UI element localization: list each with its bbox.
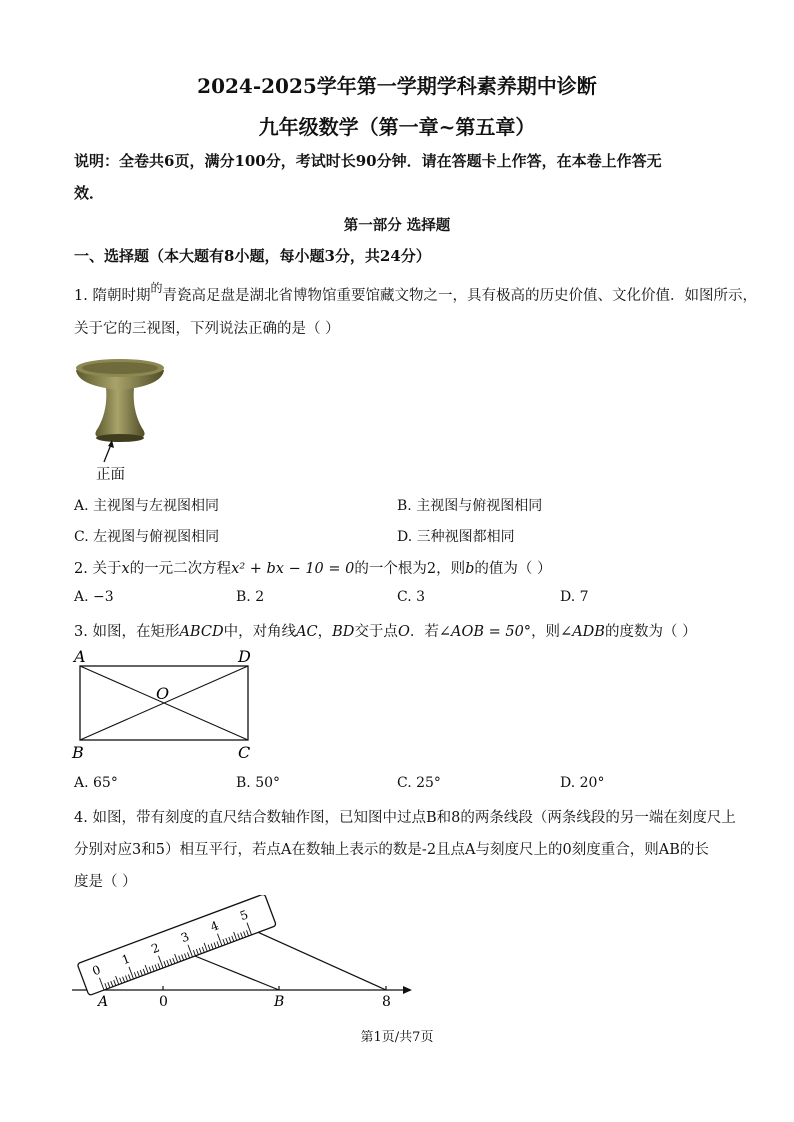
label-d: D xyxy=(238,647,251,666)
part-title: 第一部分 选择题 xyxy=(343,217,451,234)
exam-subtitle: 九年级数学（第一章~第五章） xyxy=(258,115,536,139)
ruler-numberline-figure xyxy=(60,895,430,1015)
q4-text-line2: 分别对应3和5）相互平行，若点A在数轴上表示的数是-2且点A与刻度尺上的0刻度重合，则AB的长 xyxy=(74,842,709,858)
dish-foot xyxy=(95,388,144,438)
ruler-label-3: 3 xyxy=(178,929,192,946)
instructions-line1: 说明：全卷共6页，满分100分，考试时长90分钟．请在答题卡上作答，在本卷上作答无 xyxy=(74,152,662,170)
label-a: A xyxy=(74,647,86,666)
q4-text-line1: 4. 如图，带有刻度的直尺结合数轴作图，已知图中过点B和8的两条线段（两条线段的另一端在刻度尺上 xyxy=(74,810,736,826)
segment-to-eight xyxy=(253,930,386,990)
q4-text-line3: 度是（ ） xyxy=(74,874,137,890)
ruler-label-5: 5 xyxy=(237,907,251,924)
q3-option-b[interactable]: B. 50° xyxy=(236,775,281,791)
axis-label-eight: 8 xyxy=(382,994,391,1010)
q1-option-a[interactable]: A. 主视图与左视图相同 xyxy=(74,498,220,514)
q2-option-b[interactable]: B. 2 xyxy=(236,589,265,605)
label-o: O xyxy=(156,684,170,703)
axis-label-b: B xyxy=(274,994,285,1010)
ruler-label-0: 0 xyxy=(90,962,103,979)
q3-option-c[interactable]: C. 25° xyxy=(397,775,441,791)
celadon-dish-figure xyxy=(70,350,170,480)
q3-text: 3. 如图，在矩形ABCD中，对角线AC，BD交于点O．若∠AOB = 50°，则∠ADB的度数为（ ） xyxy=(74,624,697,640)
q1-figure-label: 正面 xyxy=(96,467,125,483)
instructions-line2: 效． xyxy=(74,184,105,202)
rectangle-figure xyxy=(68,646,268,766)
q1-option-d[interactable]: D. 三种视图都相同 xyxy=(397,529,515,545)
q2-option-a[interactable]: A. −3 xyxy=(74,589,114,605)
segment-to-b xyxy=(190,954,279,990)
q2-option-d[interactable]: D. 7 xyxy=(560,589,589,605)
axis-label-zero: 0 xyxy=(159,994,168,1010)
q1-text-line1: 1. 隋朝时期$^的$青瓷高足盘是湖北省博物馆重要馆藏文物之一，具有极高的历史价值、文化价值．如图所示， xyxy=(74,281,757,304)
section-title: 一、选择题（本大题有8小题，每小题3分，共24分） xyxy=(74,247,431,265)
ruler xyxy=(77,895,276,996)
ruler-label-4: 4 xyxy=(208,918,221,935)
label-c: C xyxy=(238,743,251,762)
q1-option-c[interactable]: C. 左视图与俯视图相同 xyxy=(74,529,220,545)
number-line-arrow xyxy=(403,986,412,994)
page-number: 第1页/共7页 xyxy=(360,1030,434,1045)
q1-text-line2: 关于它的三视图，下列说法正确的是（ ） xyxy=(74,321,340,337)
q2-text: 2. 关于x的一元二次方程x² + bx − 10 = 0的一个根为2，则b的值为（ ） xyxy=(74,561,552,577)
q2-option-c[interactable]: C. 3 xyxy=(397,589,426,605)
ruler-body xyxy=(77,895,276,996)
q1-option-b[interactable]: B. 主视图与俯视图相同 xyxy=(397,498,543,514)
label-b: B xyxy=(72,743,84,762)
ruler-label-1: 1 xyxy=(119,951,133,968)
exam-title: 2024-2025学年第一学期学科素养期中诊断 xyxy=(197,74,597,98)
q3-option-a[interactable]: A. 65° xyxy=(74,775,118,791)
q3-option-d[interactable]: D. 20° xyxy=(560,775,605,791)
axis-label-a: A xyxy=(98,994,109,1010)
ruler-label-2: 2 xyxy=(149,940,162,957)
